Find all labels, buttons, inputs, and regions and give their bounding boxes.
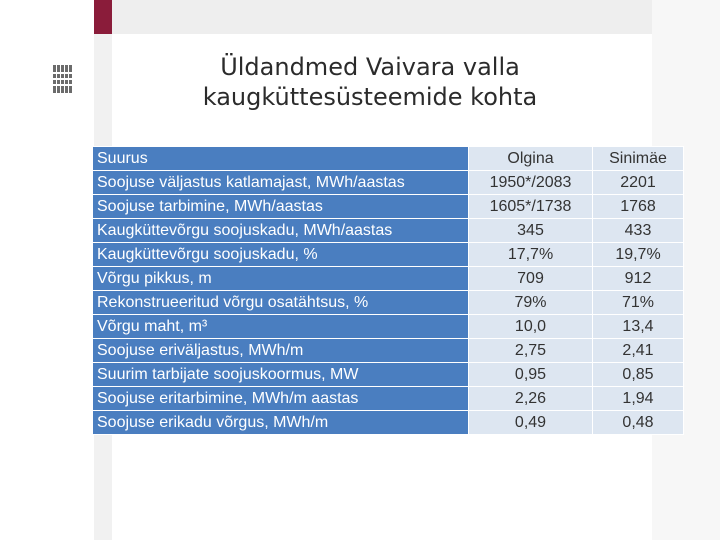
row-value-olgina: 2,26	[469, 387, 593, 411]
top-gray-band	[112, 0, 652, 34]
table-row	[93, 195, 684, 219]
slide-title-line1: Üldandmed Vaivara valla	[220, 53, 520, 81]
row-value-sinimae: 2,41	[593, 339, 684, 363]
row-label: Soojuse eriväljastus, MWh/m	[93, 339, 469, 363]
table-row	[93, 363, 684, 387]
row-value-olgina: 0,95	[469, 363, 593, 387]
accent-bar	[94, 0, 112, 34]
row-value-sinimae: 0,85	[593, 363, 684, 387]
row-value-olgina: 345	[469, 219, 593, 243]
row-label: Kaugküttevõrgu soojuskadu, %	[93, 243, 469, 267]
row-value-olgina: 17,7%	[469, 243, 593, 267]
header-col-sinimae: Sinimäe	[593, 147, 684, 171]
row-label: Soojuse erikadu võrgus, MWh/m	[93, 411, 469, 435]
row-label: Võrgu pikkus, m	[93, 267, 469, 291]
table-row	[93, 339, 684, 363]
header-label: Suurus	[93, 147, 469, 171]
row-value-sinimae: 433	[593, 219, 684, 243]
row-value-olgina: 709	[469, 267, 593, 291]
row-value-sinimae: 1768	[593, 195, 684, 219]
row-value-sinimae: 13,4	[593, 315, 684, 339]
row-value-sinimae: 0,48	[593, 411, 684, 435]
row-label: Võrgu maht, m³	[93, 315, 469, 339]
table-row	[93, 267, 684, 291]
row-value-olgina: 1950*/2083	[469, 171, 593, 195]
row-value-olgina: 2,75	[469, 339, 593, 363]
data-table	[92, 146, 684, 435]
table-row	[93, 291, 684, 315]
row-value-sinimae: 912	[593, 267, 684, 291]
row-label: Rekonstrueeritud võrgu osatähtsus, %	[93, 291, 469, 315]
table-row	[93, 387, 684, 411]
row-value-sinimae: 19,7%	[593, 243, 684, 267]
row-label: Soojuse tarbimine, MWh/aastas	[93, 195, 469, 219]
row-label: Soojuse väljastus katlamajast, MWh/aastas	[93, 171, 469, 195]
row-value-sinimae: 2201	[593, 171, 684, 195]
table-row	[93, 315, 684, 339]
table-row	[93, 411, 684, 435]
row-value-olgina: 10,0	[469, 315, 593, 339]
barcode-logo-icon	[53, 65, 73, 93]
row-label: Suurim tarbijate soojuskoormus, MW	[93, 363, 469, 387]
row-value-olgina: 0,49	[469, 411, 593, 435]
table-header-row	[93, 147, 684, 171]
row-value-sinimae: 1,94	[593, 387, 684, 411]
row-value-sinimae: 71%	[593, 291, 684, 315]
row-value-olgina: 1605*/1738	[469, 195, 593, 219]
header-col-olgina: Olgina	[469, 147, 593, 171]
slide-title-line2: kaugküttesüsteemide kohta	[202, 83, 538, 111]
row-label: Kaugküttevõrgu soojuskadu, MWh/aastas	[93, 219, 469, 243]
row-value-olgina: 79%	[469, 291, 593, 315]
table-row	[93, 243, 684, 267]
row-label: Soojuse eritarbimine, MWh/m aastas	[93, 387, 469, 411]
slide-title	[150, 52, 590, 112]
table-row	[93, 171, 684, 195]
table-row	[93, 219, 684, 243]
